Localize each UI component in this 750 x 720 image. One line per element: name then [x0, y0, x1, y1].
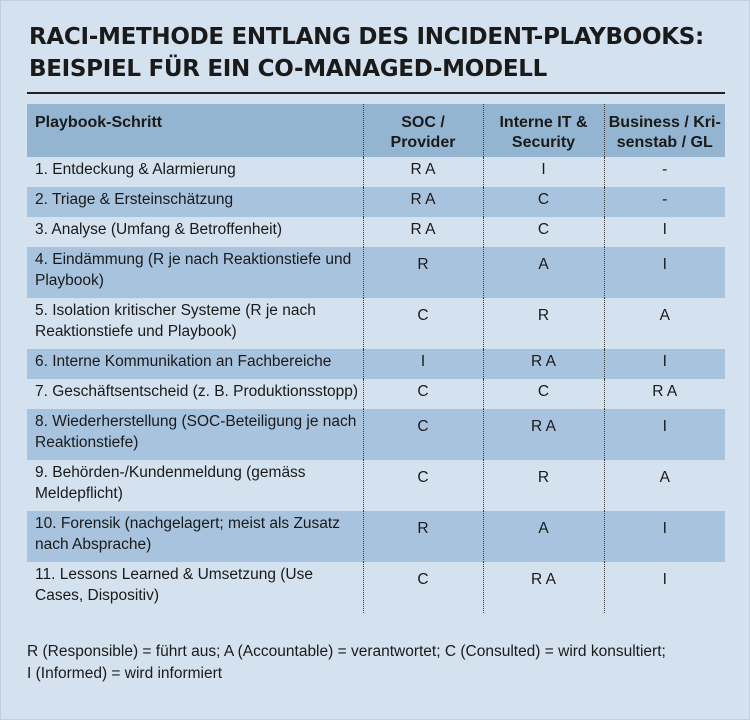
table-row: [27, 157, 725, 187]
table-row: [27, 562, 725, 613]
cell-soc: C: [363, 379, 483, 409]
table-row: [27, 187, 725, 217]
cell-step: 1. Entdeckung & Alarmierung: [27, 157, 363, 187]
cell-soc: C: [363, 409, 483, 460]
header-label-line: senstab / GL: [616, 134, 713, 151]
title-line-2: BEISPIEL FÜR EIN CO-MANAGED-MODELL: [29, 56, 547, 82]
cell-business: I: [604, 247, 725, 298]
cell-business: A: [604, 298, 725, 349]
table-row: [27, 247, 725, 298]
cell-soc: R A: [363, 187, 483, 217]
header-label-line: Interne IT &: [499, 114, 588, 131]
cell-business: I: [604, 562, 725, 613]
cell-step: 4. Eindämmung (R je nach Reaktionstiefe und Playbook): [27, 247, 363, 298]
cell-soc: C: [363, 562, 483, 613]
table-row: [27, 298, 725, 349]
cell-business: R A: [604, 379, 725, 409]
footnote-line-2: I (Informed) = wird informiert: [27, 665, 223, 682]
raci-table: [27, 104, 725, 613]
cell-business: I: [604, 217, 725, 247]
cell-step: 7. Geschäftsentscheid (z. B. Produktionsstopp): [27, 379, 363, 409]
cell-step: 11. Lessons Learned & Umsetzung (Use Cases, Dispositiv): [27, 562, 363, 613]
cell-business: A: [604, 460, 725, 511]
cell-it: A: [483, 511, 604, 562]
title-line-1: RACI-METHODE ENTLANG DES INCIDENT-PLAYBOOKS:: [29, 24, 704, 50]
cell-it: R: [483, 298, 604, 349]
cell-step: 6. Interne Kommunikation an Fachbereiche: [27, 349, 363, 379]
table-row: [27, 409, 725, 460]
cell-step: 3. Analyse (Umfang & Betroffenheit): [27, 217, 363, 247]
cell-it: C: [483, 217, 604, 247]
header-label-line: Security: [511, 134, 576, 151]
header-internal-it-security: [483, 104, 604, 157]
cell-business: -: [604, 157, 725, 187]
table-row: [27, 349, 725, 379]
cell-soc: R A: [363, 157, 483, 187]
cell-it: A: [483, 247, 604, 298]
cell-business: I: [604, 511, 725, 562]
cell-soc: R: [363, 511, 483, 562]
header-label: Playbook-Schritt: [35, 114, 163, 131]
cell-it: R A: [483, 562, 604, 613]
cell-step: 9. Behörden-/Kundenmeldung (gemäss Meldepflicht): [27, 460, 363, 511]
header-playbook-step: [27, 104, 363, 157]
table-row: [27, 217, 725, 247]
cell-soc: C: [363, 298, 483, 349]
cell-business: I: [604, 409, 725, 460]
table-row: [27, 460, 725, 511]
header-label-line: Business / Kri-: [608, 114, 721, 131]
legend-footnote: [27, 641, 727, 685]
cell-soc: R A: [363, 217, 483, 247]
cell-soc: R: [363, 247, 483, 298]
cell-step: 8. Wiederherstellung (SOC-Beteiligung je nach Reaktionstiefe): [27, 409, 363, 460]
cell-it: C: [483, 187, 604, 217]
cell-it: R A: [483, 349, 604, 379]
header-label-line: SOC /: [401, 114, 445, 131]
cell-step: 5. Isolation kritischer Systeme (R je nach Reaktionstiefe und Playbook): [27, 298, 363, 349]
cell-it: R: [483, 460, 604, 511]
cell-it: C: [483, 379, 604, 409]
table-header-row: [27, 104, 725, 157]
cell-business: -: [604, 187, 725, 217]
header-business-crisis-staff: [604, 104, 725, 157]
cell-step: 10. Forensik (nachgelagert; meist als Zusatz nach Absprache): [27, 511, 363, 562]
header-label-line: Provider: [390, 134, 456, 151]
cell-soc: C: [363, 460, 483, 511]
header-soc-provider: [363, 104, 483, 157]
table-row: [27, 511, 725, 562]
cell-business: I: [604, 349, 725, 379]
cell-it: I: [483, 157, 604, 187]
page-title: [29, 21, 729, 85]
cell-step: 2. Triage & Ersteinschätzung: [27, 187, 363, 217]
table-body: [27, 157, 725, 613]
title-rule: [27, 92, 725, 94]
footnote-line-1: R (Responsible) = führt aus; A (Accountable) = verantwortet; C (Consulted) = wird konsultiert;: [27, 643, 666, 660]
table-row: [27, 379, 725, 409]
cell-it: R A: [483, 409, 604, 460]
cell-soc: I: [363, 349, 483, 379]
